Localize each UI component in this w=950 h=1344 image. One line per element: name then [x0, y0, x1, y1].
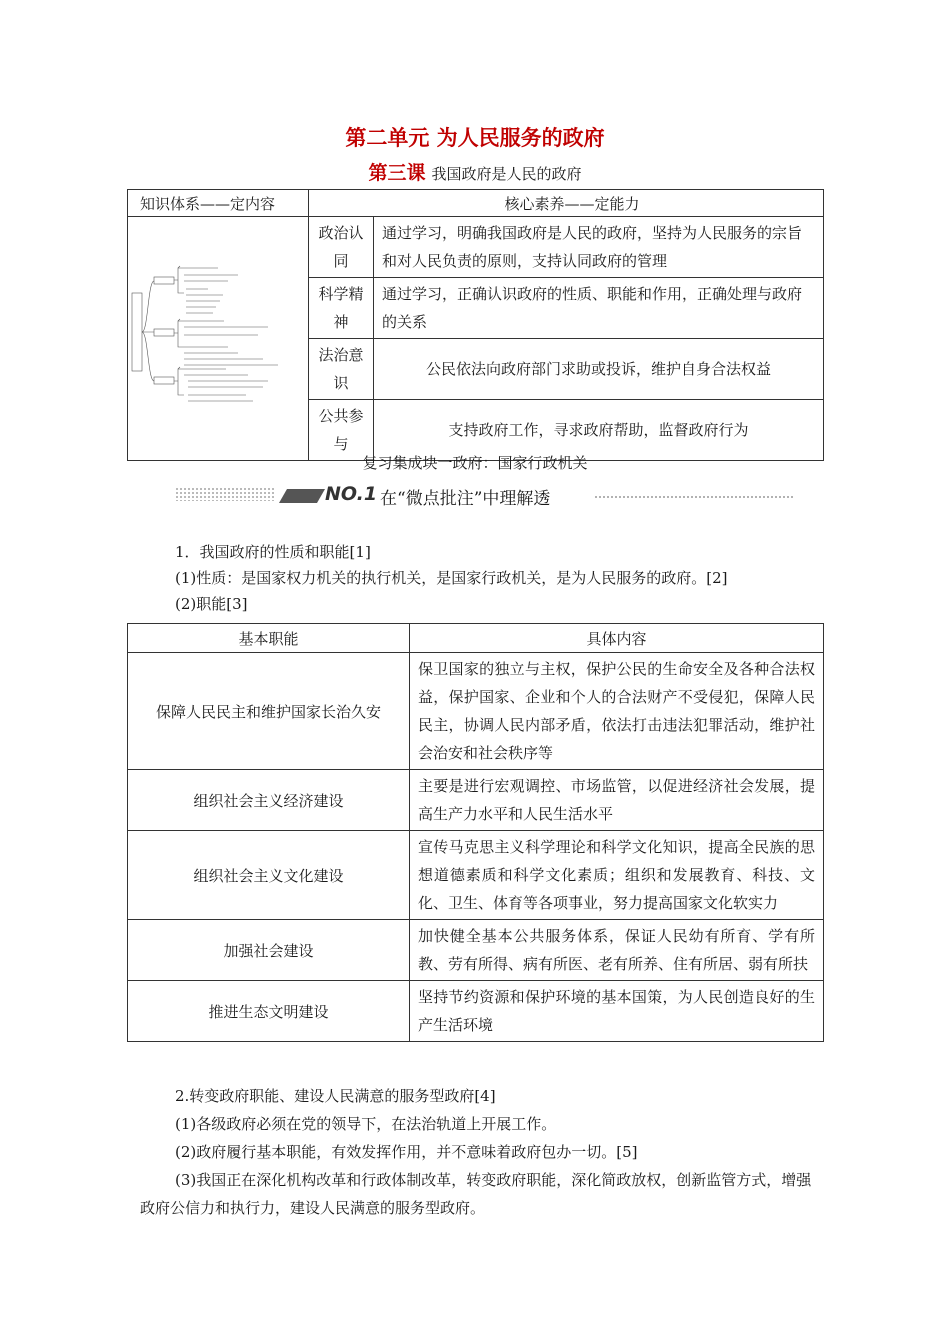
literacy-text: 支持政府工作，寻求政府帮助，监督政府行为 [374, 400, 824, 461]
knowledge-diagram [128, 217, 309, 461]
lesson-heading [0, 158, 950, 185]
functions-table [127, 623, 824, 1042]
function-name: 加强社会建设 [128, 920, 410, 981]
lesson-name: 我国政府是人民的政府 [431, 165, 582, 183]
section2-item: (1)各级政府必须在党的领导下，在法治轨道上开展工作。 [175, 1115, 557, 1133]
review-heading: 复习集成块一政府：国家行政机关 [362, 454, 588, 472]
section2-title: 2.转变政府职能、建设人民满意的服务型政府[4] [175, 1087, 496, 1105]
overview-header-right: 核心素养——定能力 [309, 190, 824, 217]
functions-header-content: 具体内容 [410, 624, 824, 653]
function-content: 主要是进行宏观调控、市场监管，以促进经济社会发展，提高生产力水平和人民生活水平 [410, 770, 824, 831]
literacy-label: 法治意识 [309, 339, 374, 400]
banner-text: 在“微点批注”中理解透 [380, 489, 551, 509]
function-content: 宣传马克思主义科学理论和科学文化知识，提高全民族的思想道德素质和科学文化素质；组织和发展教育、科技、文化、卫生、体育等各项事业，努力提高国家文化软实力 [410, 831, 824, 920]
literacy-label: 政治认同 [309, 217, 374, 278]
literacy-text: 通过学习，正确认识政府的性质、职能和作用，正确处理与政府的关系 [374, 278, 824, 339]
function-name: 推进生态文明建设 [128, 981, 410, 1042]
section-banner [175, 483, 795, 507]
section1-functions-title: (2)职能[3] [175, 595, 248, 613]
literacy-label: 科学精神 [309, 278, 374, 339]
literacy-text: 公民依法向政府部门求助或投诉，维护自身合法权益 [374, 339, 824, 400]
function-content: 坚持节约资源和保护环境的基本国策，为人民创造良好的生产生活环境 [410, 981, 824, 1042]
section1-title: 1．我国政府的性质和职能[1] [175, 543, 371, 561]
overview-table [127, 189, 824, 461]
knowledge-mindmap-image [128, 223, 308, 451]
functions-header-name: 基本职能 [128, 624, 410, 653]
unit-title: 第二单元 为人民服务的政府 [345, 125, 605, 150]
section2-item: (2)政府履行基本职能，有效发挥作用，并不意味着政府包办一切。[5] [175, 1143, 638, 1161]
function-name: 组织社会主义文化建设 [128, 831, 410, 920]
banner-badge: NO.1 [325, 483, 378, 505]
lesson-number: 第三课 [368, 162, 426, 184]
function-content: 保卫国家的独立与主权，保护公民的生命安全及各种合法权益，保护国家、企业和个人的合法财产不受侵犯，保障人民民主，协调人民内部矛盾，依法打击违法犯罪活动，维护社会治安和社会秩序等 [410, 653, 824, 770]
function-name: 保障人民民主和维护国家长治久安 [128, 653, 410, 770]
section1-nature: (1)性质：是国家权力机关的执行机关，是国家行政机关，是为人民服务的政府。[2] [175, 569, 728, 587]
function-content: 加快健全基本公共服务体系，保证人民幼有所育、学有所教、劳有所得、病有所医、老有所养、住有所居、弱有所扶 [410, 920, 824, 981]
overview-header-left: 知识体系——定内容 [128, 190, 309, 217]
literacy-text: 通过学习，明确我国政府是人民的政府，坚持为人民服务的宗旨和对人民负责的原则，支持认同政府的管理 [374, 217, 824, 278]
section2-item: (3)我国正在深化机构改革和行政体制改革，转变政府职能，深化简政放权，创新监管方式，增强政府公信力和执行力，建设人民满意的服务型政府。 [140, 1171, 812, 1217]
function-name: 组织社会主义经济建设 [128, 770, 410, 831]
literacy-label: 公共参与 [309, 400, 374, 461]
